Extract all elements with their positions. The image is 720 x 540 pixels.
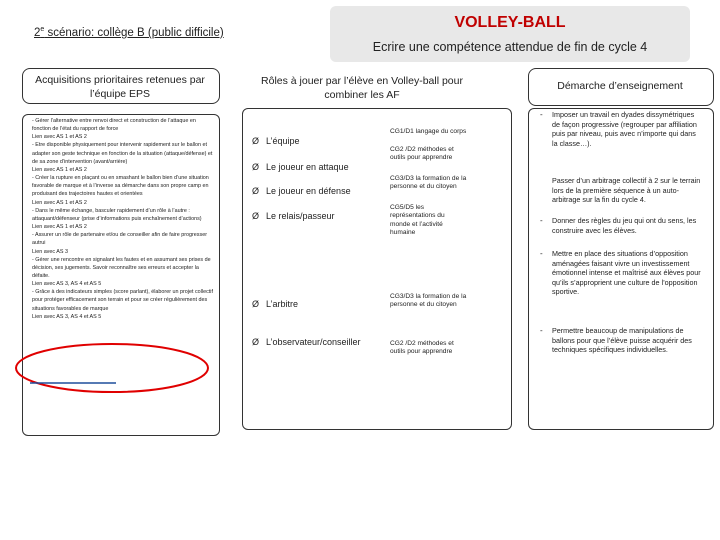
left-heading: Acquisitions prioritaires retenues par l’équipe EPS bbox=[35, 74, 205, 100]
competence-label: CG2 /D2 méthodes et outils pour apprendre bbox=[390, 146, 454, 162]
bullet-dash: - bbox=[540, 216, 543, 225]
demarche-item: Mettre en place des situations d’opposition aménagées faisant vivre un investissement émotionnel intense et maîtrisé aux élèves pour qu’ils s’approprient une culture de l’opposition sportive. bbox=[552, 249, 701, 296]
competence-label: CG3/D3 la formation de la personne et du citoyen bbox=[390, 293, 467, 309]
role-item: Ø Le joueur en attaque bbox=[252, 162, 349, 172]
demarche-item: Imposer un travail en dyades dissymétriques de façon progressive (regrouper par affiliation puis par niveau, puis avec n’importe qui dans la classe…). bbox=[552, 110, 697, 148]
acquisitions-text: - Gérer l’alternative entre renvoi direct et construction de l’attaque en fonction de l’état du rapport de force Lien avec AS 1 et AS 2 - Etre disponible physiquement pour intervenir rapidement sur le ballon et adapter son geste technique en fonction de la situation (attaque/défense) et de sa zone d’intervention (avant/arrière) Lien avec AS 1 et AS 2 - Créer la rupture en plaçant ou en smashant le ballon bien d’une situation favorable de marque et à l’inverse sa démarche dans son propre camp en produisant des trajectoires hautes et orientées Lien avec AS 1 et AS 2 - Dans le même échange, basculer rapidement d’un rôle à l’autre : attaquant/défenseur (prise d’informations puis enchaînement d’actions) Lien avec AS 1 et AS 2 - Assurer un rôle de partenaire et/ou de conseiller afin de faire progresser autrui Lien avec AS 3 - Gérer une rencontre en signalant les fautes et en assumant ses prises de décision, ses jugements. Savoir reconnaître ses erreurs et accepter la défaite. Lien avec AS 3, AS 4 et AS 5 - Grâce à des indicateurs simples (score parlant), élaborer un projet collectif pour protéger efficacement son terrain et pour se créer régulièrement des situations favorables de marque Lien avec AS 3, AS 4 et AS 5 bbox=[32, 118, 213, 320]
right-heading: Démarche d’enseignement bbox=[557, 80, 683, 92]
demarche-item: Passer d’un arbitrage collectif à 2 sur le terrain lors de la première séquence à un auto-arbitrage sur la fin du cycle 4. bbox=[552, 176, 701, 204]
mid-heading: Rôles à jouer par l’élève en Volley-ball pour combiner les AF bbox=[261, 75, 463, 101]
page-subtitle: Ecrire une compétence attendue de fin de cycle 4 bbox=[372, 40, 648, 54]
demarche-item: Donner des règles du jeu qui ont du sens, les construire avec les élèves. bbox=[552, 216, 697, 235]
underline-mark bbox=[28, 380, 118, 386]
competence-label: CG2 /D2 méthodes et outils pour apprendre bbox=[390, 340, 454, 356]
competence-label: CG5/D5 les représentations du monde et l’activité humaine bbox=[390, 204, 445, 237]
bullet-dash: - bbox=[540, 249, 543, 258]
competence-label: CG3/D3 la formation de la personne et du citoyen bbox=[390, 175, 467, 191]
bullet-dash: - bbox=[540, 110, 543, 119]
highlight-ellipse bbox=[12, 340, 212, 396]
demarche-item: Permettre beaucoup de manipulations de ballons pour que l’élève puisse acquérir des techniques spécifiques individuelles. bbox=[552, 326, 692, 354]
roles-panel bbox=[242, 108, 512, 430]
role-item: Ø L’observateur/conseiller bbox=[252, 337, 361, 347]
page-title: VOLLEY-BALL bbox=[454, 14, 566, 31]
role-item: Ø Le joueur en défense bbox=[252, 186, 351, 196]
scenario-heading: 2e scénario: collège B (public difficile) bbox=[34, 26, 224, 39]
role-item: Ø Le relais/passeur bbox=[252, 211, 335, 221]
role-item: Ø L’arbitre bbox=[252, 299, 299, 309]
bullet-dash: - bbox=[540, 326, 543, 335]
competence-label: CG1/D1 langage du corps bbox=[390, 128, 467, 135]
role-item: Ø L’équipe bbox=[252, 136, 300, 146]
